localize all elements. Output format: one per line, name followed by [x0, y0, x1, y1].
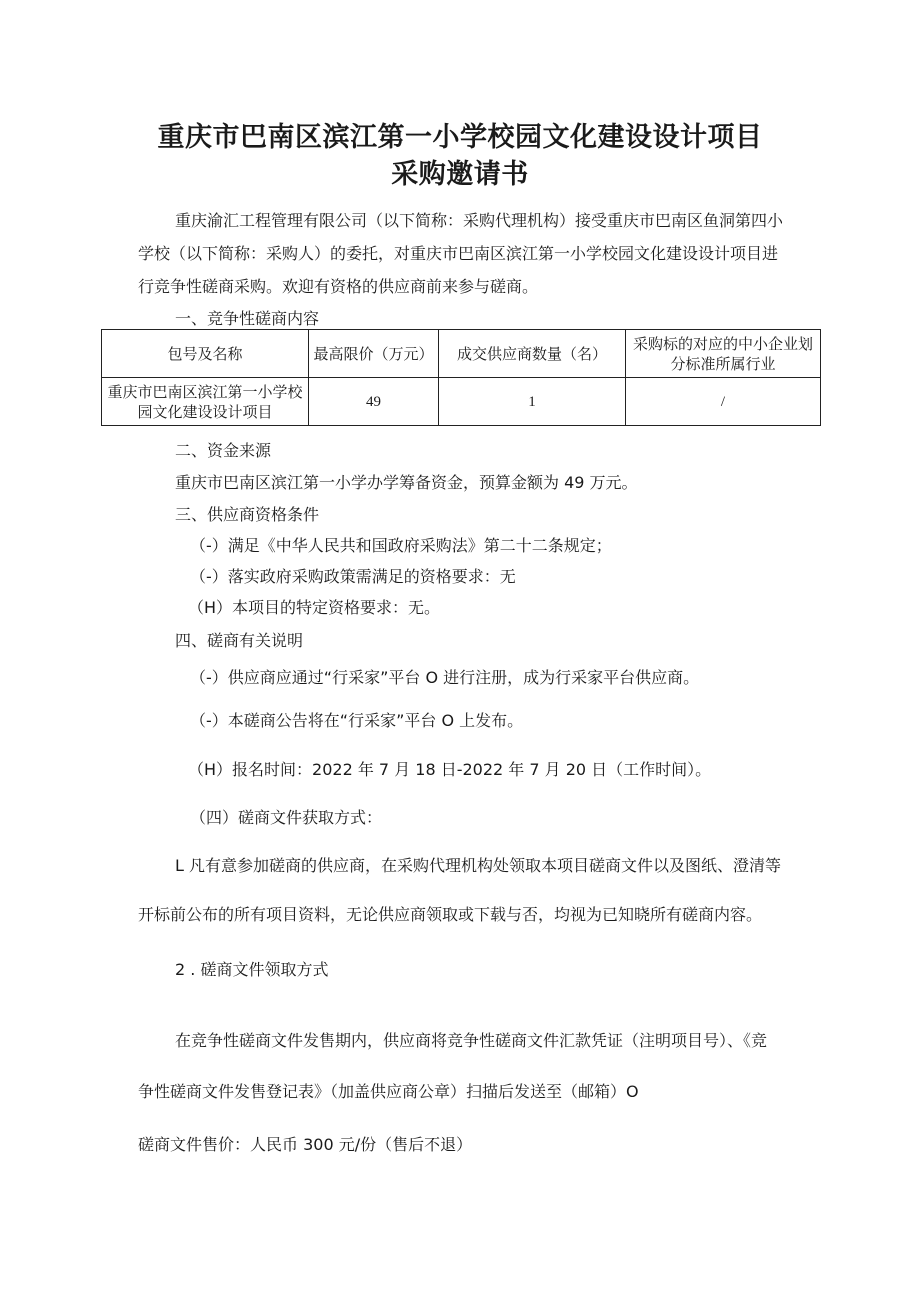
intro-line3: 行竞争性磋商采购。欢迎有资格的供应商前来参与磋商。 — [138, 277, 539, 296]
header-supplier-count: 成交供应商数量（名） — [439, 330, 626, 378]
header-industry-line1: 采购标的对应的中小企业划 — [632, 334, 813, 353]
section3-item3: （H）本项目的特定资格要求：无。 — [188, 598, 441, 617]
section1-heading: 一、竞争性磋商内容 — [175, 309, 320, 328]
acquisition-para1-line2: 开标前公布的所有项目资料，无论供应商领取或下载与否，均视为已知晓所有磋商内容。 — [138, 905, 763, 924]
section4-item4: （四）磋商文件获取方式： — [190, 808, 383, 827]
section4-heading: 四、磋商有关说明 — [175, 631, 304, 650]
section3-heading: 三、供应商资格条件 — [175, 505, 320, 524]
cell-max-price: 49 — [309, 378, 439, 426]
cell-package-name-line1: 重庆市巴南区滨江第一小学校 — [107, 382, 303, 401]
header-package-name: 包号及名称 — [102, 330, 309, 378]
section4-item1: （-）供应商应通过“行采家”平台 O 进行注册，成为行采家平台供应商。 — [190, 668, 700, 687]
procurement-table — [101, 329, 821, 426]
header-industry-line2: 分标准所属行业 — [670, 354, 776, 373]
section2-heading: 二、资金来源 — [175, 441, 272, 460]
acquisition-para2-line2: 争性磋商文件发售登记表》（加盖供应商公章）扫描后发送至（邮箱）O — [138, 1082, 639, 1101]
cell-industry: / — [626, 378, 821, 426]
cell-package-name-line2: 园文化建设设计项目 — [137, 402, 273, 421]
table-header-row — [102, 330, 821, 378]
table-row — [102, 378, 821, 426]
cell-package-name — [102, 378, 309, 426]
document-title-line2: 采购邀请书 — [391, 159, 529, 190]
header-industry — [626, 330, 821, 378]
section2-text: 重庆市巴南区滨江第一小学办学筹备资金，预算金额为 49 万元。 — [175, 473, 638, 492]
section4-item3: （H）报名时间：2022 年 7 月 18 日-2022 年 7 月 20 日（工作时间）。 — [188, 760, 712, 779]
section3-item1: （-）满足《中华人民共和国政府采购法》第二十二条规定； — [190, 536, 612, 555]
header-max-price: 最高限价（万元） — [309, 330, 439, 378]
document-title-line1: 重庆市巴南区滨江第一小学校园文化建设设计项目 — [157, 122, 763, 153]
acquisition-item2: 2 . 磋商文件领取方式 — [175, 960, 329, 979]
cell-supplier-count: 1 — [439, 378, 626, 426]
acquisition-price: 磋商文件售价：人民币 300 元/份（售后不退） — [138, 1135, 473, 1154]
intro-line2: 学校（以下简称：采购人）的委托，对重庆市巴南区滨江第一小学校园文化建设设计项目进 — [138, 244, 779, 263]
acquisition-para2-line1: 在竞争性磋商文件发售期内，供应商将竞争性磋商文件汇款凭证（注明项目号）、《竞 — [175, 1031, 768, 1050]
section4-item2: （-）本磋商公告将在“行采家”平台 O 上发布。 — [190, 711, 524, 730]
intro-line1: 重庆渝汇工程管理有限公司（以下简称：采购代理机构）接受重庆市巴南区鱼洞第四小 — [175, 211, 784, 230]
acquisition-para1-line1: L 凡有意参加磋商的供应商，在采购代理机构处领取本项目磋商文件以及图纸、澄清等 — [175, 856, 782, 875]
section3-item2: （-）落实政府采购政策需满足的资格要求：无 — [190, 567, 516, 586]
